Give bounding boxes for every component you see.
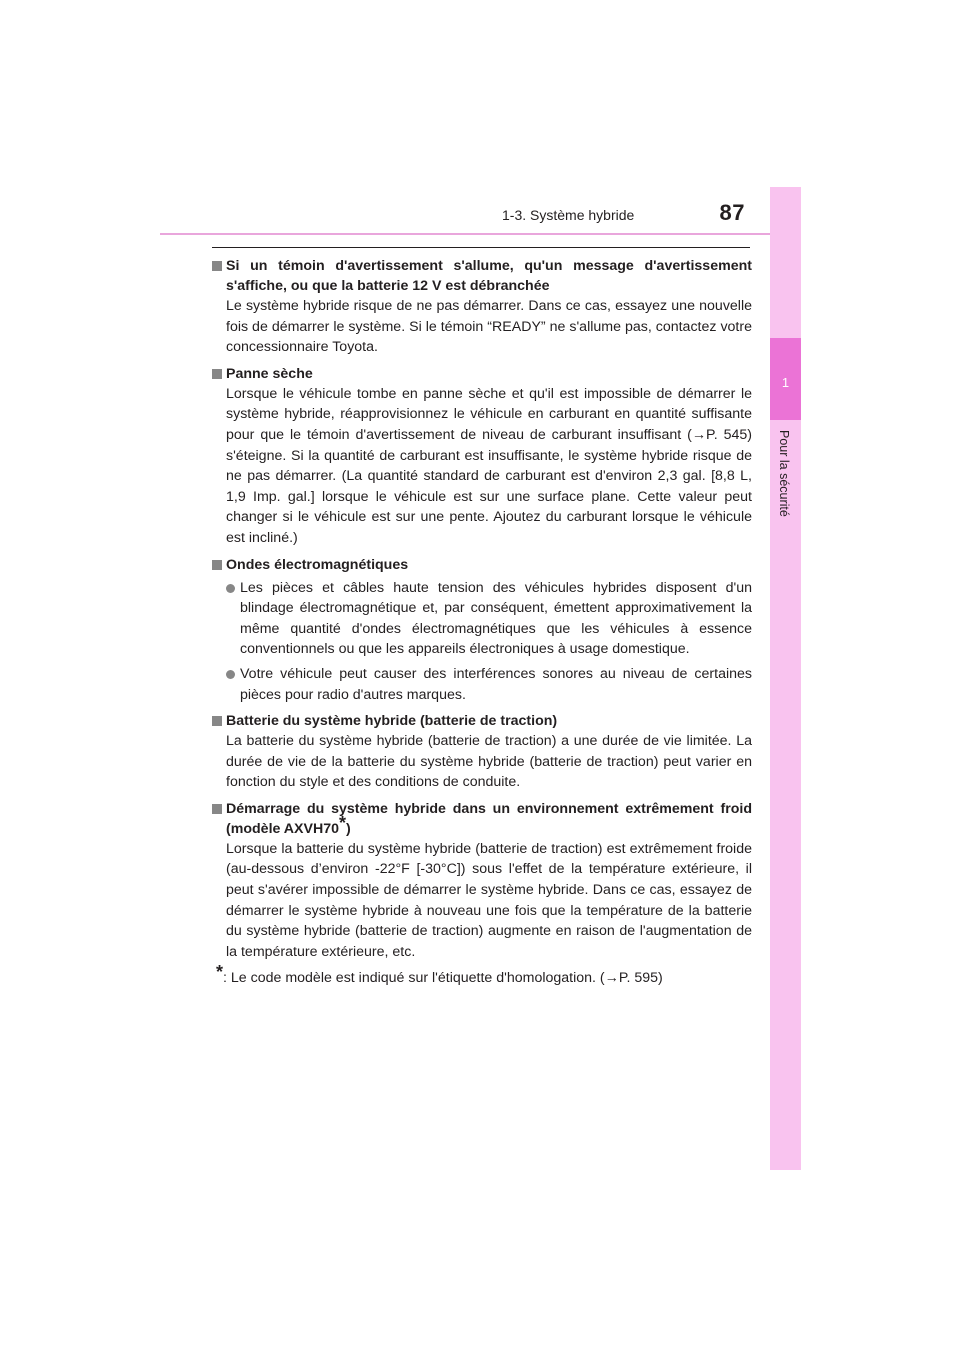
bullet-text: Votre véhicule peut causer des interférences sonores au niveau de certaines pièces pour radio d'autres marques. bbox=[240, 665, 752, 703]
list-item bbox=[226, 664, 752, 705]
list-item bbox=[226, 578, 752, 660]
footnote bbox=[212, 962, 752, 988]
section-item bbox=[212, 799, 752, 963]
square-bullet-icon bbox=[212, 369, 222, 379]
square-bullet-icon bbox=[212, 804, 222, 814]
bullet-text: Les pièces et câbles haute tension des véhicules hybrides disposent d'un blindage électromagnétique et, par conséquent, émettent approximativement la même quantité d'ondes électromagnétiques que les véhicules à essence conventionnels ou que les appareils électroniques à usage domestique. bbox=[240, 579, 752, 658]
section-text: Lorsque le véhicule tombe en panne sèche et qu'il est impossible de démarrer le système hybride, réapprovisionnez le véhicule en carburant en quantité suffisante pour que le témoin d'avertissement de niveau de carburant insuffisant (→P. 545) s'éteigne. Si la quantité de carburant est insuffisante, le système hybride risque de ne pas démarrer. (La quantité standard de carburant est d'environ 2,3 gal. [8,8 L, 1,9 Imp. gal.] lorsque le véhicule est sur une surface plane. Cette valeur peut changer si le véhicule est sur une pente. Ajoutez du carburant lorsque le véhicule est incliné.) bbox=[226, 385, 752, 546]
chapter-tab-strip bbox=[770, 187, 801, 1170]
section-heading: Ondes électromagnétiques bbox=[226, 556, 409, 573]
section-item bbox=[212, 364, 752, 549]
section-text: Lorsque la batterie du système hybride (batterie de traction) est extrêmement froide (au-dessous d’environ -22°F [-30°C]) sous l'effet de la température extérieure, il peut s'avérer impossible de démarrer le système hybride. Dans ce cas, essayez de démarrer le système hybride à nouveau une fois que la température de la batterie du système hybride (batterie de traction) augmente en raison de l'augmentation de la température extérieure, etc. bbox=[226, 840, 752, 960]
section-text: Le système hybride risque de ne pas démarrer. Dans ce cas, essayez une nouvelle fois de démarrer le système. Si le témoin “READY” ne s'allume pas, contactez votre concessionnaire Toyota. bbox=[226, 298, 752, 356]
section-heading bbox=[226, 799, 752, 839]
section-item bbox=[212, 256, 752, 358]
section-heading: Batterie du système hybride (batterie de traction) bbox=[226, 713, 558, 730]
round-bullet-icon bbox=[226, 670, 235, 679]
footnote-marker: * bbox=[339, 812, 347, 833]
square-bullet-icon bbox=[212, 261, 222, 271]
section-text: La batterie du système hybride (batterie de traction) a une durée de vie limitée. La durée de vie de la batterie du système hybride (batterie de traction) peut varier en fonction du style et des conditions de conduite. bbox=[226, 733, 752, 791]
square-bullet-icon bbox=[212, 716, 222, 726]
content-top-rule bbox=[212, 247, 750, 248]
chapter-label: Pour la sécurité bbox=[777, 430, 791, 517]
page-content bbox=[212, 256, 752, 988]
footnote-marker: * bbox=[216, 962, 224, 983]
square-bullet-icon bbox=[212, 560, 222, 570]
round-bullet-icon bbox=[226, 584, 235, 593]
section-item bbox=[212, 711, 752, 793]
section-heading-end: ) bbox=[346, 820, 351, 837]
section-heading: Si un témoin d'avertissement s'allume, qu'un message d'avertissement s'affiche, ou que la batterie 12 V est débranchée bbox=[226, 258, 752, 294]
section-heading: Panne sèche bbox=[226, 365, 313, 382]
section-item bbox=[212, 555, 752, 706]
header-divider bbox=[160, 233, 800, 235]
section-title: 1-3. Système hybride bbox=[502, 207, 635, 223]
chapter-number: 1 bbox=[781, 375, 790, 390]
section-heading-text: Démarrage du système hybride dans un environnement extrêmement froid (modèle AXVH70 bbox=[226, 800, 752, 837]
footnote-text: : Le code modèle est indiqué sur l'étiquette d'homologation. (→P. 595) bbox=[223, 970, 663, 987]
page-number: 87 bbox=[719, 200, 745, 225]
